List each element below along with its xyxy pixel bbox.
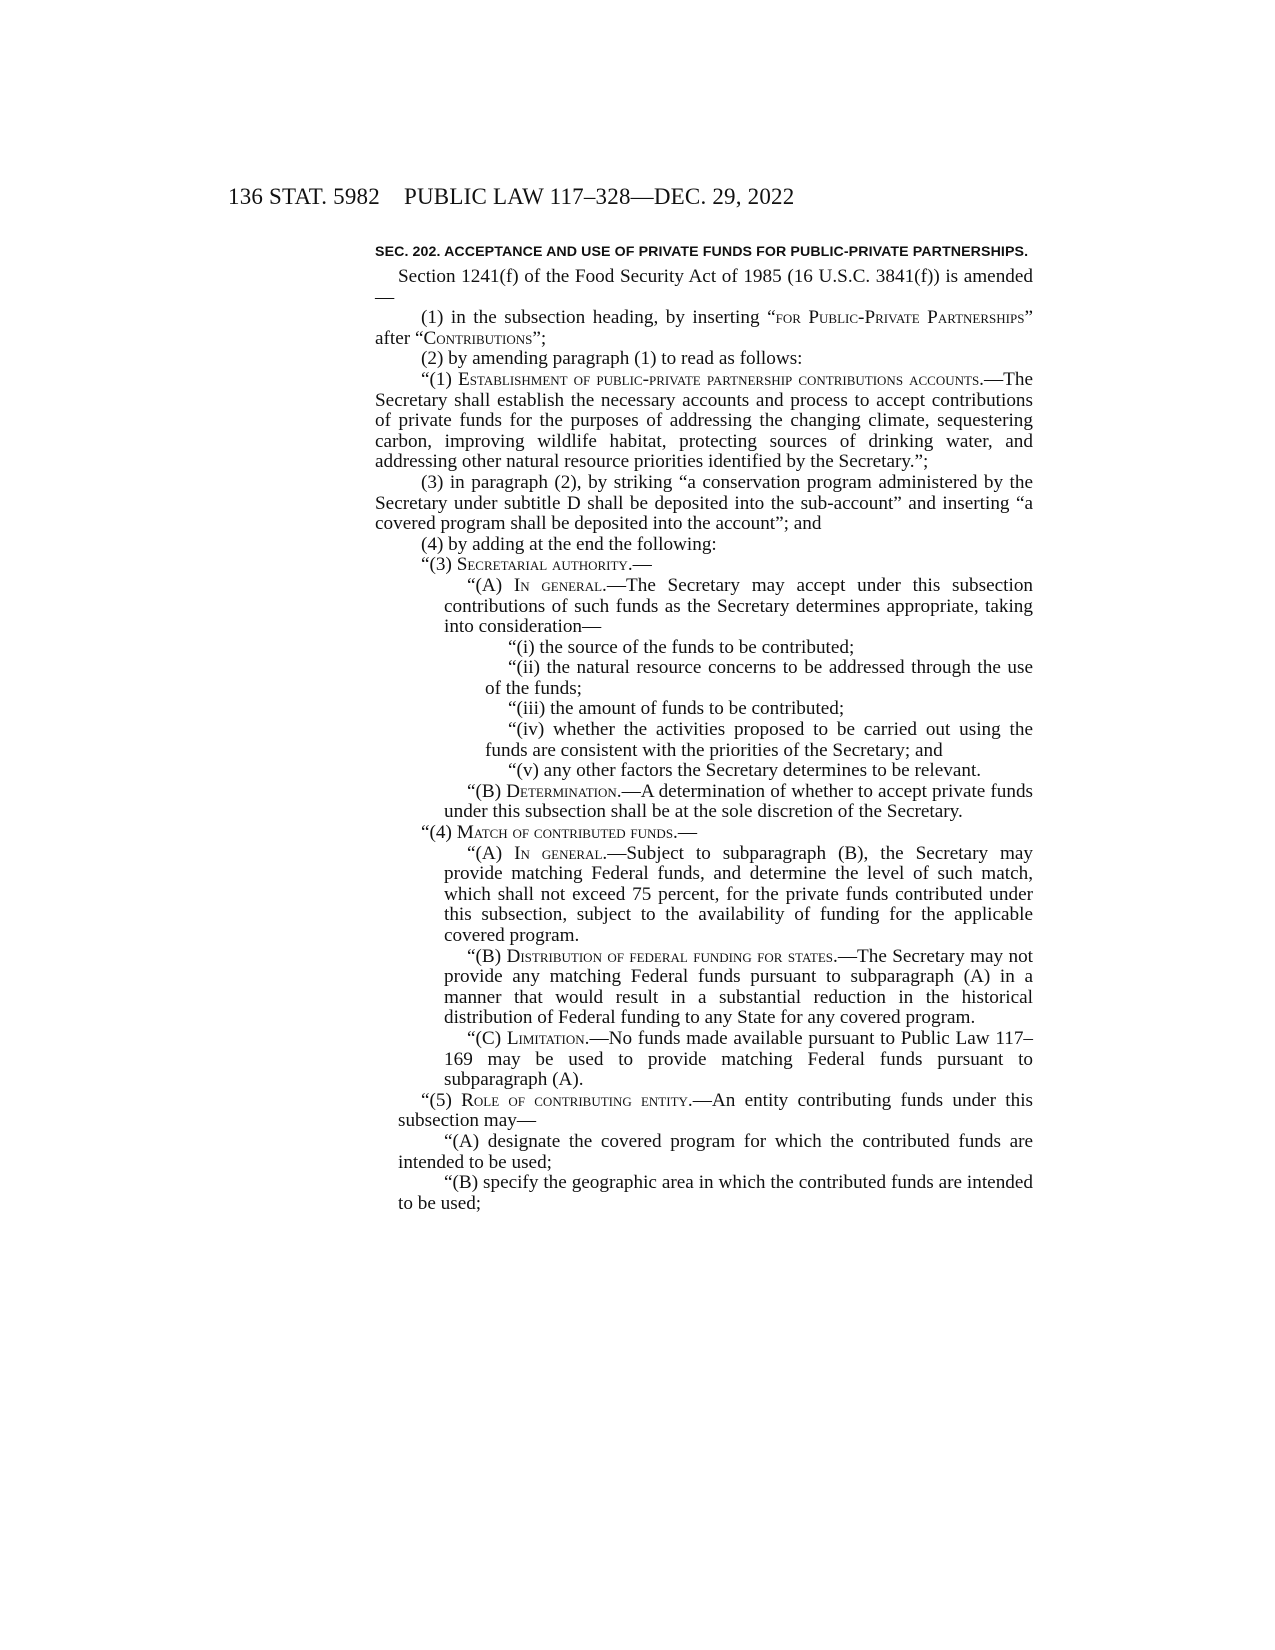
paragraph-1: “(1) Establishment of public-private partnership contributions accounts.—The Secretary shall establish the necessary accounts and process to accept contributions of private funds for the purposes of addressing the changing climate, sequestering carbon, improving wildlife habitat, protecting sources of drinking water, and addressing other natural resource priorities identified by the Secretary.”; (375, 368, 1034, 473)
amendment-1: (1) in the subsection heading, by inserting “for Public-Private Partnerships” after “Contributions”; (375, 307, 1033, 349)
paragraph-3: “(3) Secretarial authority.— (421, 554, 652, 576)
clause-3-A-iv: “(iv) whether the activities proposed to be carried out using the funds are consistent with the priorities of the Secretary; and (485, 719, 1033, 761)
paragraph-3-A: “(A) In general.—The Secretary may accept under this subsection contributions of such funds as the Secretary determines appropriate, taking into consideration— (444, 574, 1034, 638)
page-header (0, 184, 1275, 218)
paragraph-4-A: “(A) In general.—Subject to subparagraph (B), the Secretary may provide matching Federal funds, and determine the level of such match, which shall not exceed 75 percent, for the private funds contributed under this subsection, subject to the availability of funding for the applicable covered program. (444, 842, 1033, 946)
clause-3-A-v: “(v) any other factors the Secretary determines to be relevant. (508, 760, 982, 782)
paragraph-5: “(5) Role of contributing entity.—An entity contributing funds under this subsection may— (398, 1089, 1033, 1132)
paragraph-5-B: “(B) specify the geographic area in which the contributed funds are intended to be used; (398, 1172, 1033, 1214)
paragraph-3-B: “(B) Determination.—A determination of whether to accept private funds under this subsection shall be at the sole discretion of the Secretary. (444, 780, 1034, 823)
clause-3-A-ii: “(ii) the natural resource concerns to be addressed through the use of the funds; (485, 657, 1033, 699)
amendment-2: (2) by amending paragraph (1) to read as follows: (421, 348, 803, 370)
section-intro: Section 1241(f) of the Food Security Act of 1985 (16 U.S.C. 3841(f)) is amended— (375, 266, 1033, 308)
paragraph-5-A: “(A) designate the covered program for which the contributed funds are intended to be used; (398, 1130, 1033, 1173)
clause-3-A-iii: “(iii) the amount of funds to be contributed; (508, 698, 845, 720)
section-heading: SEC. 202. ACCEPTANCE AND USE OF PRIVATE FUNDS FOR PUBLIC-PRIVATE PARTNERSHIPS. (375, 244, 1029, 260)
amendment-3: (3) in paragraph (2), by striking “a conservation program administered by the Secretary under subtitle D shall be deposited into the sub-account” and inserting “a covered program shall be deposited into the account”; and (375, 471, 1033, 535)
paragraph-4-C: “(C) Limitation.—No funds made available pursuant to Public Law 117–169 may be used to provide matching Federal funds pursuant to subparagraph (A). (444, 1027, 1034, 1091)
public-law-reference: PUBLIC LAW 117–328—DEC. 29, 2022 (404, 184, 795, 209)
section-body (375, 243, 1033, 1214)
statute-page-reference: 136 STAT. 5982 (228, 184, 380, 209)
paragraph-4-B: “(B) Distribution of federal funding for states.—The Secretary may not provide any matching Federal funds pursuant to subparagraph (A) in a manner that would result in a substantial reduction in the historical distribution of Federal funding to any State for any covered program. (444, 945, 1034, 1029)
amendment-4: (4) by adding at the end the following: (421, 533, 717, 555)
paragraph-4: “(4) Match of contributed funds.— (421, 822, 698, 844)
clause-3-A-i: “(i) the source of the funds to be contributed; (508, 636, 855, 658)
